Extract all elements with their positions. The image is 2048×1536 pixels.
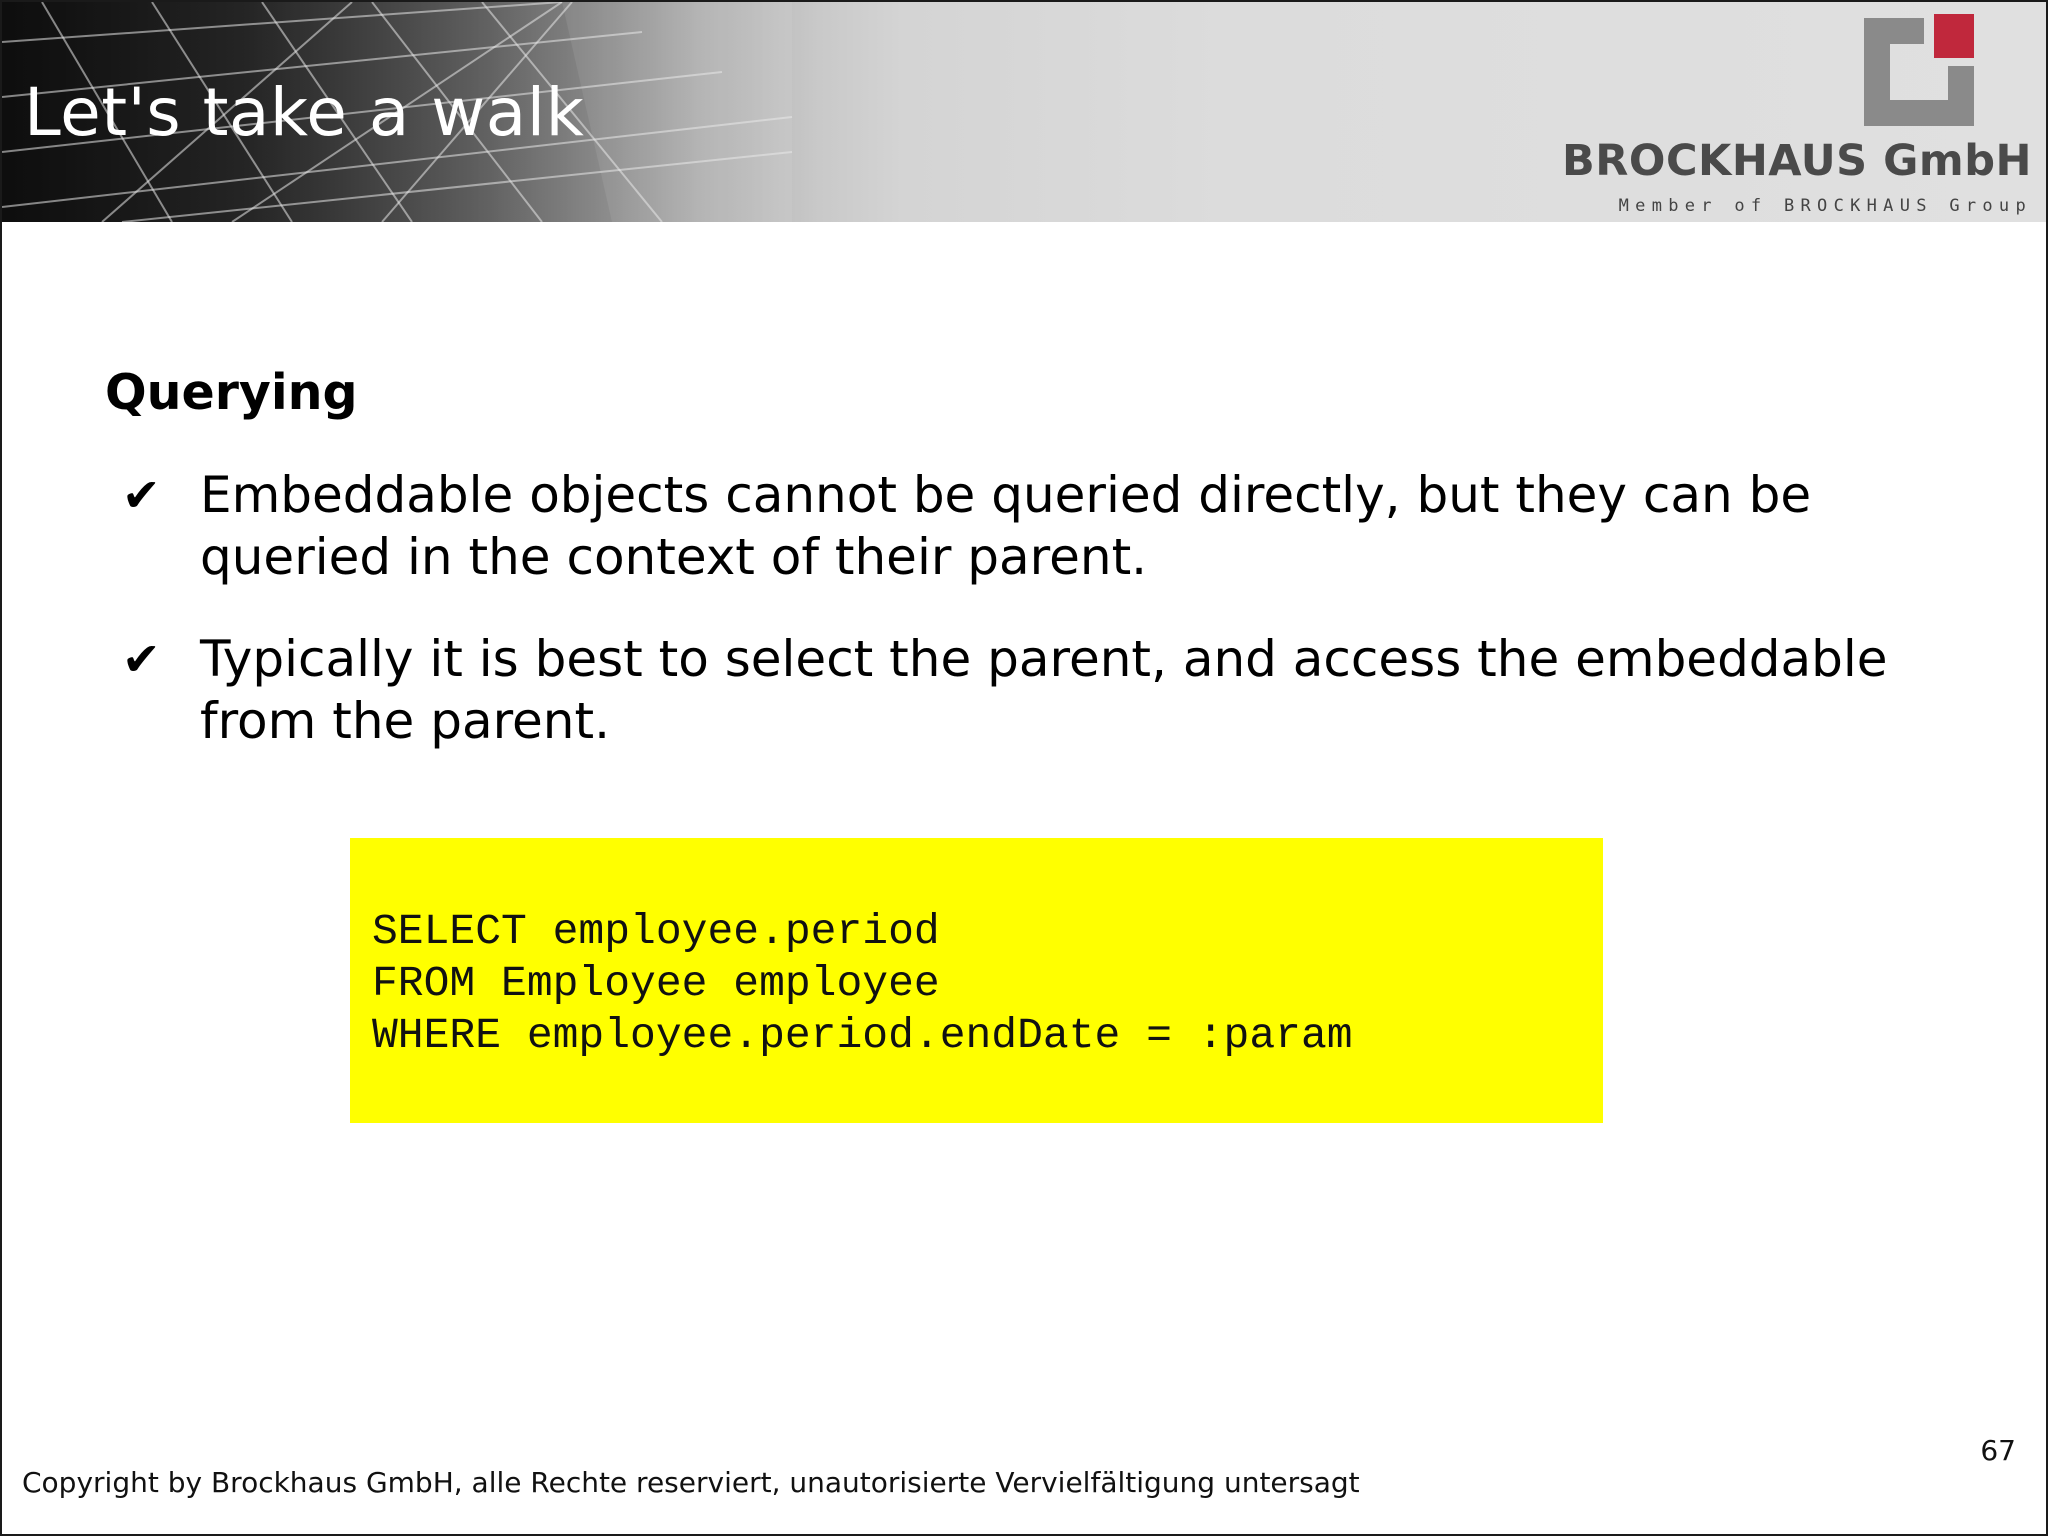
section-heading: Querying bbox=[105, 364, 358, 421]
code-line: WHERE employee.period.endDate = :param bbox=[372, 1011, 1353, 1060]
header-banner bbox=[2, 2, 2048, 222]
bullet-text: Typically it is best to select the parent, and access the embeddable from the parent. bbox=[200, 630, 1888, 750]
logo-company-name: BROCKHAUS GmbH bbox=[1562, 136, 2032, 186]
bullet-item bbox=[122, 464, 1972, 588]
logo-subtitle: Member of BROCKHAUS Group bbox=[1618, 196, 2032, 216]
bullet-text: Embeddable objects cannot be queried directly, but they can be queried in the context of their parent. bbox=[200, 466, 1812, 586]
code-block bbox=[350, 838, 1603, 1123]
bullet-item bbox=[122, 628, 1972, 752]
brockhaus-logo bbox=[1562, 14, 2032, 216]
slide-title: Let's take a walk bbox=[24, 74, 585, 151]
code-line: FROM Employee employee bbox=[372, 959, 940, 1008]
code-line: SELECT employee.period bbox=[372, 907, 940, 956]
bullet-list bbox=[122, 464, 1972, 792]
page-number: 67 bbox=[1980, 1434, 2016, 1467]
checkmark-icon: ✔ bbox=[122, 632, 161, 686]
checkmark-icon: ✔ bbox=[122, 468, 161, 522]
brockhaus-logo-mark-icon bbox=[1864, 14, 1974, 126]
copyright-notice: Copyright by Brockhaus GmbH, alle Rechte reserviert, unautorisierte Vervielfältigung untersagt bbox=[22, 1466, 1360, 1499]
